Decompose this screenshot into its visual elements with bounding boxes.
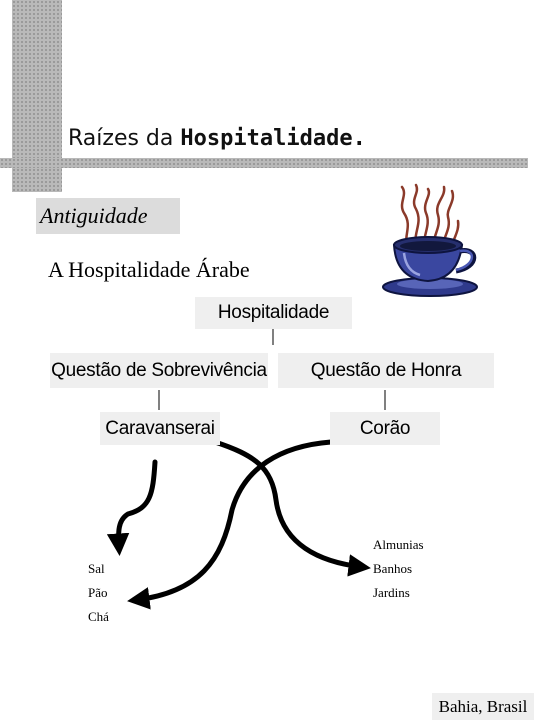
arrow-caravanserai-to-right-items [215, 442, 362, 567]
right-item-list [373, 533, 424, 605]
title-prefix: Raízes da [68, 126, 174, 151]
list-item: Sal [88, 561, 105, 576]
left-item-list [88, 557, 109, 629]
diagram-node-caravanserai: Caravanserai [100, 412, 220, 445]
footer-location: Bahia, Brasil [432, 693, 534, 720]
slide-subtitle: A Hospitalidade Árabe [48, 257, 250, 282]
diagram-node-corao: Corão [330, 412, 440, 445]
diagram-node-sobrevivencia: Questão de Sobrevivência [50, 353, 268, 388]
list-item: Jardins [373, 585, 410, 600]
list-item: Chá [88, 609, 109, 624]
arrow-corao-to-left-items [136, 442, 331, 600]
list-item: Pão [88, 585, 108, 600]
list-item: Almunias [373, 537, 424, 552]
section-label: Antiguidade [36, 198, 180, 234]
title-bold: Hospitalidade. [180, 126, 366, 151]
diagram-node-honra: Questão de Honra [278, 353, 494, 388]
diagram-root-node: Hospitalidade [195, 297, 352, 329]
list-item: Banhos [373, 561, 412, 576]
arrow-caravanserai-to-left-short [119, 462, 155, 547]
